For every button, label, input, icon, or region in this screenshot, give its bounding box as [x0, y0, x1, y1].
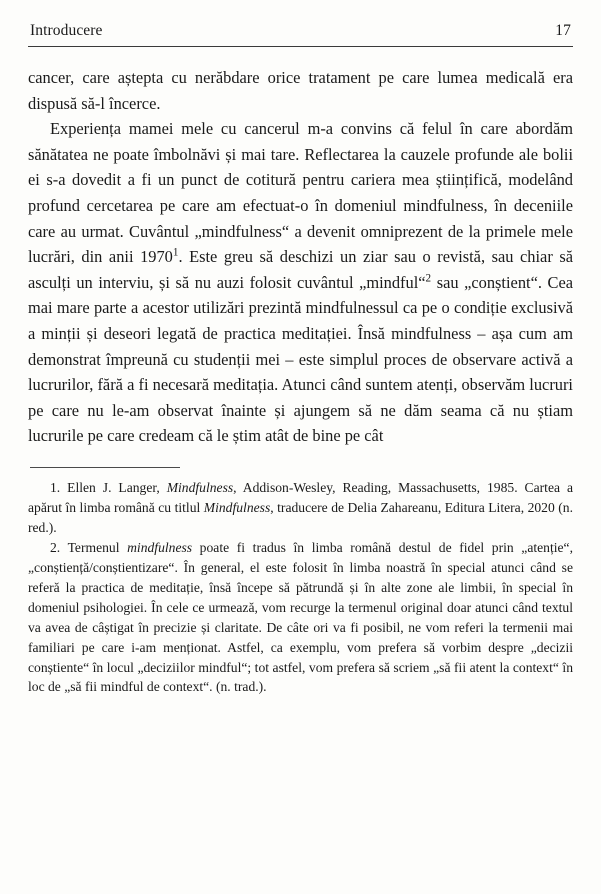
- paragraph-2-segment-1: Experiența mamei mele cu cancerul m-a convins că felul în care abordăm sănătatea ne poate îmbolnăvi și mai tare. Reflectarea la cauzele profunde ale bolii ei s-a dovedit a fi un punct de cotitură pentru cariera mea științifică, modelând profund cercetarea pe care am efectuat-o în domeniul mindfulness, în deceniile care au urmat. Cuvântul „mindfulness“ a devenit omniprezent de la primele mele lucrări, din anii 1970: [28, 119, 573, 267]
- footnote-1-text-1: Ellen J. Langer,: [60, 479, 167, 495]
- footnote-1-italic-1: Mindfulness: [166, 479, 234, 495]
- footnote-2-number: 2.: [50, 540, 61, 556]
- paragraph-1: cancer, care aștepta cu nerăbdare orice tratament pe care lumea medicală era dispusă să-l încerce.: [28, 68, 573, 113]
- paragraph-2-segment-2: . Este greu să deschizi un ziar sau o revistă, sau chiar să asculți un interviu, și să nu auzi folosit cuvântul „mindful“: [28, 247, 573, 292]
- header-divider: [28, 46, 573, 47]
- footnotes-section: [28, 478, 573, 697]
- body-text: [28, 65, 573, 449]
- page-title: Introducere: [30, 22, 103, 39]
- footnote-2-text-1: Termenul: [60, 540, 128, 556]
- footnote-1-text-2: , Addison-Wesley, Reading, Massachusetts, 1985. Cartea a apărut în limba română cu titlul: [28, 479, 573, 515]
- footnote-2-italic-1: mindfulness: [127, 540, 193, 556]
- footnote-2-text-2: poate fi tradus în limba română destul de fidel prin „atenție“, „conștiență/conștientizare“. În general, el este folosit în limba noastră în special atunci când se referă la practica de meditație, însă începe să pătrundă și în alte zone ale limbii, în special în domeniul psihologiei. În cele ce urmează, vom recurge la termenul original doar atunci când textul va avea de câștigat în precizie și claritate. De câte ori va fi posibil, ne vom referi la termenii mai familiari pe care i-am menționat. Astfel, ca exemplu, vom prefera să vorbim despre „decizii conștiente“ în locul „deciziilor mindful“; tot astfel, vom prefera să scriem „să fii atent la context“ în loc de „să fii mindful de context“. (n. trad.).: [28, 540, 573, 695]
- footnote-2: [28, 538, 573, 697]
- paragraph-2-segment-3: sau „conștient“. Cea mai mare parte a acestor utilizări prezintă mindfulnessul ca pe o condiție exclusivă a minții și deseori legată de practica meditației. Însă mindfulness – așa cum am demonstrat împreună cu studenții mei – este simplul proces de observare activă a lucrurilor, fără a fi necesară meditația. Atunci când suntem atenți, observăm lucruri pe care nu le-am observat înainte și ajungem să ne dăm seama că nu știam lucrurile pe care credeam că le știm atât de bine pe cât: [28, 272, 574, 446]
- footnote-1-text-3: , traducere de Delia Zahareanu, Editura Litera, 2020 (n. red.).: [28, 499, 573, 535]
- page-number: 17: [555, 22, 571, 39]
- running-head: [28, 22, 573, 40]
- paragraph-2: [28, 116, 573, 449]
- footnote-1: [28, 478, 573, 538]
- footnote-1-italic-2: Mindfulness: [203, 499, 271, 515]
- footnote-marker-1[interactable]: 1: [172, 246, 179, 259]
- footnote-marker-2[interactable]: 2: [425, 272, 432, 285]
- footnote-1-number: 1.: [50, 479, 61, 495]
- footnote-divider: [30, 467, 180, 468]
